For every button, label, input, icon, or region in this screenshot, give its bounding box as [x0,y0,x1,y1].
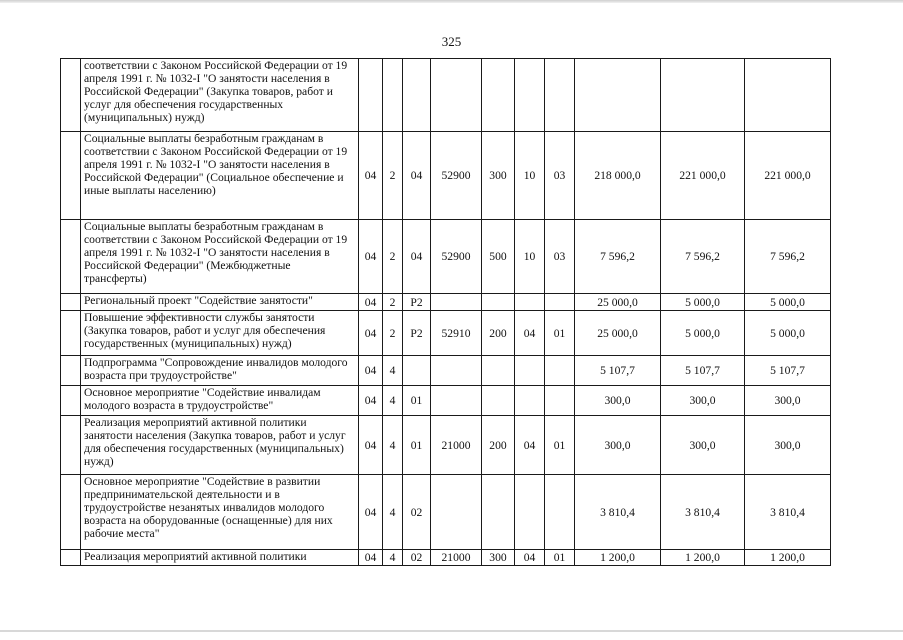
amount-cell-1: 25 000,0 [575,311,661,356]
code-cell-3 [403,59,431,132]
code-cell-1: 04 [359,416,383,475]
code-cell-6: 10 [515,220,545,294]
code-cell-5 [482,356,515,386]
code-cell-7: 01 [545,550,575,566]
table-row [61,386,831,416]
left-margin-cell [61,294,81,311]
amount-cell-2: 7 596,2 [661,220,745,294]
left-margin-cell [61,475,81,550]
code-cell-2: 4 [383,386,403,416]
amount-cell-3: 3 810,4 [745,475,831,550]
code-cell-1: 04 [359,132,383,220]
amount-cell-2 [661,59,745,132]
amount-cell-3: 1 200,0 [745,550,831,566]
code-cell-2: 4 [383,550,403,566]
left-margin-cell [61,416,81,475]
code-cell-7: 03 [545,220,575,294]
amount-cell-3: 5 107,7 [745,356,831,386]
code-cell-5 [482,294,515,311]
table-row [61,416,831,475]
budget-table [60,58,831,566]
code-cell-4: 21000 [431,550,482,566]
row-name: Основное мероприятие "Содействие в развитии предпринимательской деятельности и в трудоустройстве незанятых инвалидов молодого возраста на оборудованные (оснащенные) для них рабочие места" [81,475,359,550]
table-row [61,132,831,220]
left-margin-cell [61,311,81,356]
amount-cell-1: 218 000,0 [575,132,661,220]
table-row [61,550,831,566]
left-margin-cell [61,132,81,220]
amount-cell-1: 3 810,4 [575,475,661,550]
code-cell-7 [545,386,575,416]
amount-cell-1: 7 596,2 [575,220,661,294]
code-cell-3: 02 [403,475,431,550]
code-cell-5: 300 [482,550,515,566]
code-cell-3: 04 [403,220,431,294]
code-cell-2: 2 [383,311,403,356]
code-cell-4 [431,356,482,386]
code-cell-7: 01 [545,311,575,356]
row-name: соответствии с Законом Российской Федерации от 19 апреля 1991 г. № 1032-I "О занятости населения в Российской Федерации" (Закупка товаров, работ и услуг для обеспечения государственных (муниципальных) нужд) [81,59,359,132]
code-cell-6: 04 [515,550,545,566]
code-cell-3: P2 [403,294,431,311]
amount-cell-1: 25 000,0 [575,294,661,311]
code-cell-6: 04 [515,311,545,356]
page-number: 325 [441,34,462,49]
amount-cell-3: 221 000,0 [745,132,831,220]
code-cell-3: P2 [403,311,431,356]
table-row [61,59,831,132]
amount-cell-2: 5 000,0 [661,311,745,356]
code-cell-2 [383,59,403,132]
scan-bottom-edge [0,630,903,632]
code-cell-5 [482,386,515,416]
code-cell-2: 2 [383,294,403,311]
code-cell-3: 02 [403,550,431,566]
row-name: Реализация мероприятий активной политики занятости населения (Закупка товаров, работ и услуг для обеспечения государственных (муниципальных) нужд) [81,416,359,475]
code-cell-7 [545,294,575,311]
code-cell-6: 04 [515,416,545,475]
row-name: Повышение эффективности службы занятости (Закупка товаров, работ и услуг для обеспечения государственных (муниципальных) нужд) [81,311,359,356]
code-cell-3: 01 [403,416,431,475]
code-cell-6 [515,386,545,416]
amount-cell-1: 300,0 [575,416,661,475]
row-name: Реализация мероприятий активной политики [81,550,359,566]
code-cell-1: 04 [359,386,383,416]
left-margin-cell [61,356,81,386]
code-cell-4 [431,475,482,550]
code-cell-5: 300 [482,132,515,220]
code-cell-3 [403,356,431,386]
code-cell-5 [482,475,515,550]
row-name: Социальные выплаты безработным гражданам в соответствии с Законом Российской Федерации от 19 апреля 1991 г. № 1032-I "О занятости населения в Российской Федерации" (Межбюджетные трансферты) [81,220,359,294]
amount-cell-2: 5 000,0 [661,294,745,311]
amount-cell-2: 300,0 [661,416,745,475]
code-cell-4 [431,59,482,132]
amount-cell-3: 300,0 [745,386,831,416]
row-name: Региональный проект "Содействие занятости" [81,294,359,311]
row-name: Основное мероприятие "Содействие инвалидам молодого возраста в трудоустройстве" [81,386,359,416]
row-name: Подпрограмма "Сопровождение инвалидов молодого возраста при трудоустройстве" [81,356,359,386]
amount-cell-3 [745,59,831,132]
code-cell-7: 03 [545,132,575,220]
code-cell-1: 04 [359,356,383,386]
code-cell-2: 4 [383,416,403,475]
amount-cell-3: 5 000,0 [745,294,831,311]
table-row [61,475,831,550]
amount-cell-2: 300,0 [661,386,745,416]
code-cell-4 [431,294,482,311]
table-row [61,311,831,356]
left-margin-cell [61,59,81,132]
code-cell-7: 01 [545,416,575,475]
code-cell-4: 52900 [431,220,482,294]
code-cell-6 [515,294,545,311]
code-cell-1: 04 [359,475,383,550]
code-cell-7 [545,59,575,132]
code-cell-2: 4 [383,475,403,550]
amount-cell-3: 300,0 [745,416,831,475]
code-cell-3: 01 [403,386,431,416]
code-cell-1: 04 [359,294,383,311]
code-cell-1: 04 [359,220,383,294]
code-cell-6 [515,59,545,132]
amount-cell-1: 5 107,7 [575,356,661,386]
code-cell-6: 10 [515,132,545,220]
row-name: Социальные выплаты безработным гражданам в соответствии с Законом Российской Федерации от 19 апреля 1991 г. № 1032-I "О занятости населения в Российской Федерации" (Социальное обеспечение и иные выплаты населению) [81,132,359,220]
budget-table-body [61,59,831,566]
code-cell-7 [545,475,575,550]
code-cell-5: 200 [482,311,515,356]
amount-cell-2: 3 810,4 [661,475,745,550]
code-cell-1: 04 [359,311,383,356]
code-cell-6 [515,356,545,386]
code-cell-3: 04 [403,132,431,220]
amount-cell-3: 7 596,2 [745,220,831,294]
code-cell-7 [545,356,575,386]
code-cell-5: 500 [482,220,515,294]
amount-cell-2: 221 000,0 [661,132,745,220]
amount-cell-3: 5 000,0 [745,311,831,356]
code-cell-1 [359,59,383,132]
code-cell-5: 200 [482,416,515,475]
table-row [61,294,831,311]
table-row [61,356,831,386]
scan-top-edge [0,0,903,3]
left-margin-cell [61,386,81,416]
code-cell-4: 21000 [431,416,482,475]
left-margin-cell [61,220,81,294]
code-cell-2: 4 [383,356,403,386]
code-cell-5 [482,59,515,132]
code-cell-4: 52900 [431,132,482,220]
code-cell-4 [431,386,482,416]
left-margin-cell [61,550,81,566]
code-cell-2: 2 [383,220,403,294]
code-cell-1: 04 [359,550,383,566]
amount-cell-1 [575,59,661,132]
code-cell-6 [515,475,545,550]
code-cell-4: 52910 [431,311,482,356]
table-row [61,220,831,294]
amount-cell-1: 1 200,0 [575,550,661,566]
code-cell-2: 2 [383,132,403,220]
amount-cell-1: 300,0 [575,386,661,416]
amount-cell-2: 1 200,0 [661,550,745,566]
amount-cell-2: 5 107,7 [661,356,745,386]
